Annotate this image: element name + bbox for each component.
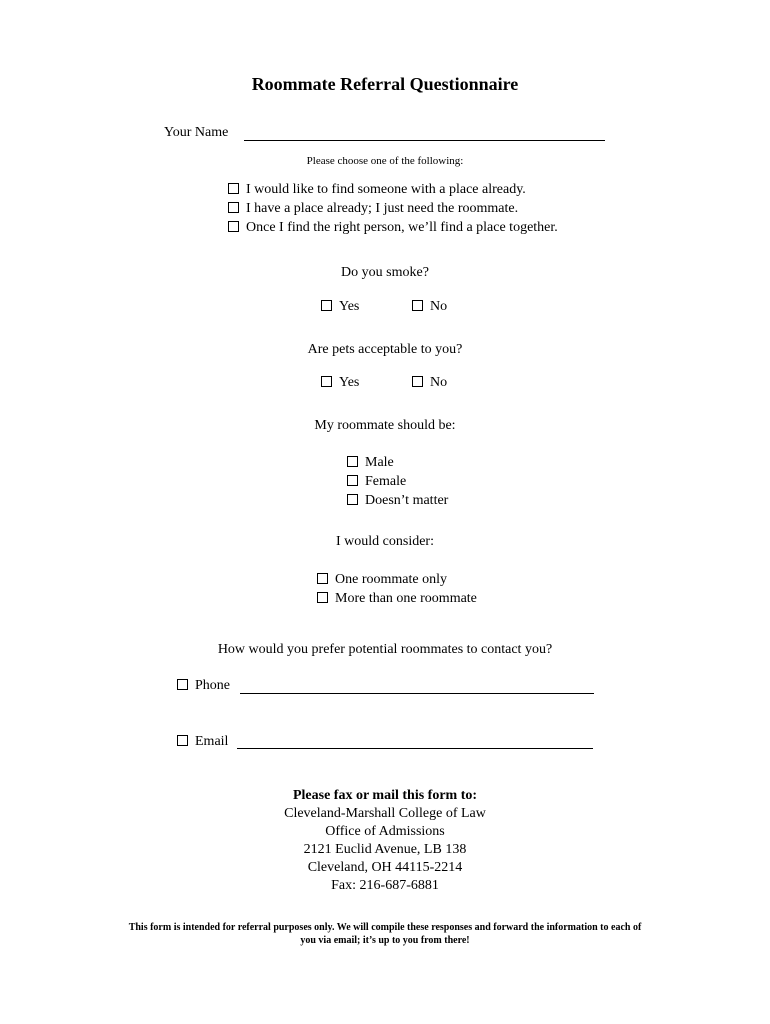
checkbox[interactable] [347,494,358,505]
address-line: 2121 Euclid Avenue, LB 138 [303,842,467,857]
form-title: Roommate Referral Questionnaire [251,74,519,94]
name-label: Your Name [164,125,229,140]
address-line: Cleveland-Marshall College of Law [284,806,486,821]
contact-question: How would you prefer potential roommates to contact you? [217,642,553,657]
situation-option[interactable]: I have a place already; I just need the roommate. [228,199,558,218]
footer-note: This form is intended for referral purposes only. We will compile these responses and forward the information to each of you via email; it’s up to you from there! [128,922,642,946]
checkbox[interactable] [321,376,332,387]
situation-option[interactable]: I would like to find someone with a place already. [228,180,558,199]
pets-no-option[interactable]: No [412,375,447,391]
gender-option[interactable]: Male [347,453,448,472]
phone-field[interactable] [240,693,594,694]
checkbox[interactable] [228,221,239,232]
checkbox[interactable] [347,456,358,467]
consider-options [317,570,477,608]
checkbox[interactable] [177,735,188,746]
email-option[interactable]: Email [177,734,228,750]
phone-option[interactable]: Phone [177,678,230,694]
checkbox[interactable] [317,592,328,603]
fax-line: Fax: 216-687-6881 [331,878,439,893]
email-field[interactable] [237,748,593,749]
gender-option[interactable]: Female [347,472,448,491]
mail-heading: Please fax or mail this form to: [292,788,478,803]
checkbox[interactable] [321,300,332,311]
address-line: Office of Admissions [325,824,445,839]
checkbox[interactable] [177,679,188,690]
gender-question: My roommate should be: [314,418,456,433]
address-line: Cleveland, OH 44115-2214 [307,860,463,875]
consider-question: I would consider: [336,534,434,549]
checkbox[interactable] [412,300,423,311]
situation-options [228,180,558,237]
consider-option[interactable]: One roommate only [317,570,477,589]
choose-prompt: Please choose one of the following: [306,155,464,167]
smoke-yes-option[interactable]: Yes [321,299,359,315]
gender-options [347,453,448,510]
consider-option[interactable]: More than one roommate [317,589,477,608]
checkbox[interactable] [317,573,328,584]
checkbox[interactable] [412,376,423,387]
smoke-no-option[interactable]: No [412,299,447,315]
pets-yes-option[interactable]: Yes [321,375,359,391]
checkbox[interactable] [228,183,239,194]
name-field[interactable] [244,140,605,141]
situation-option[interactable]: Once I find the right person, we’ll find a place together. [228,218,558,237]
checkbox[interactable] [228,202,239,213]
smoke-question: Do you smoke? [341,265,429,280]
gender-option[interactable]: Doesn’t matter [347,491,448,510]
mailing-address [0,787,770,895]
checkbox[interactable] [347,475,358,486]
pets-question: Are pets acceptable to you? [307,342,463,357]
